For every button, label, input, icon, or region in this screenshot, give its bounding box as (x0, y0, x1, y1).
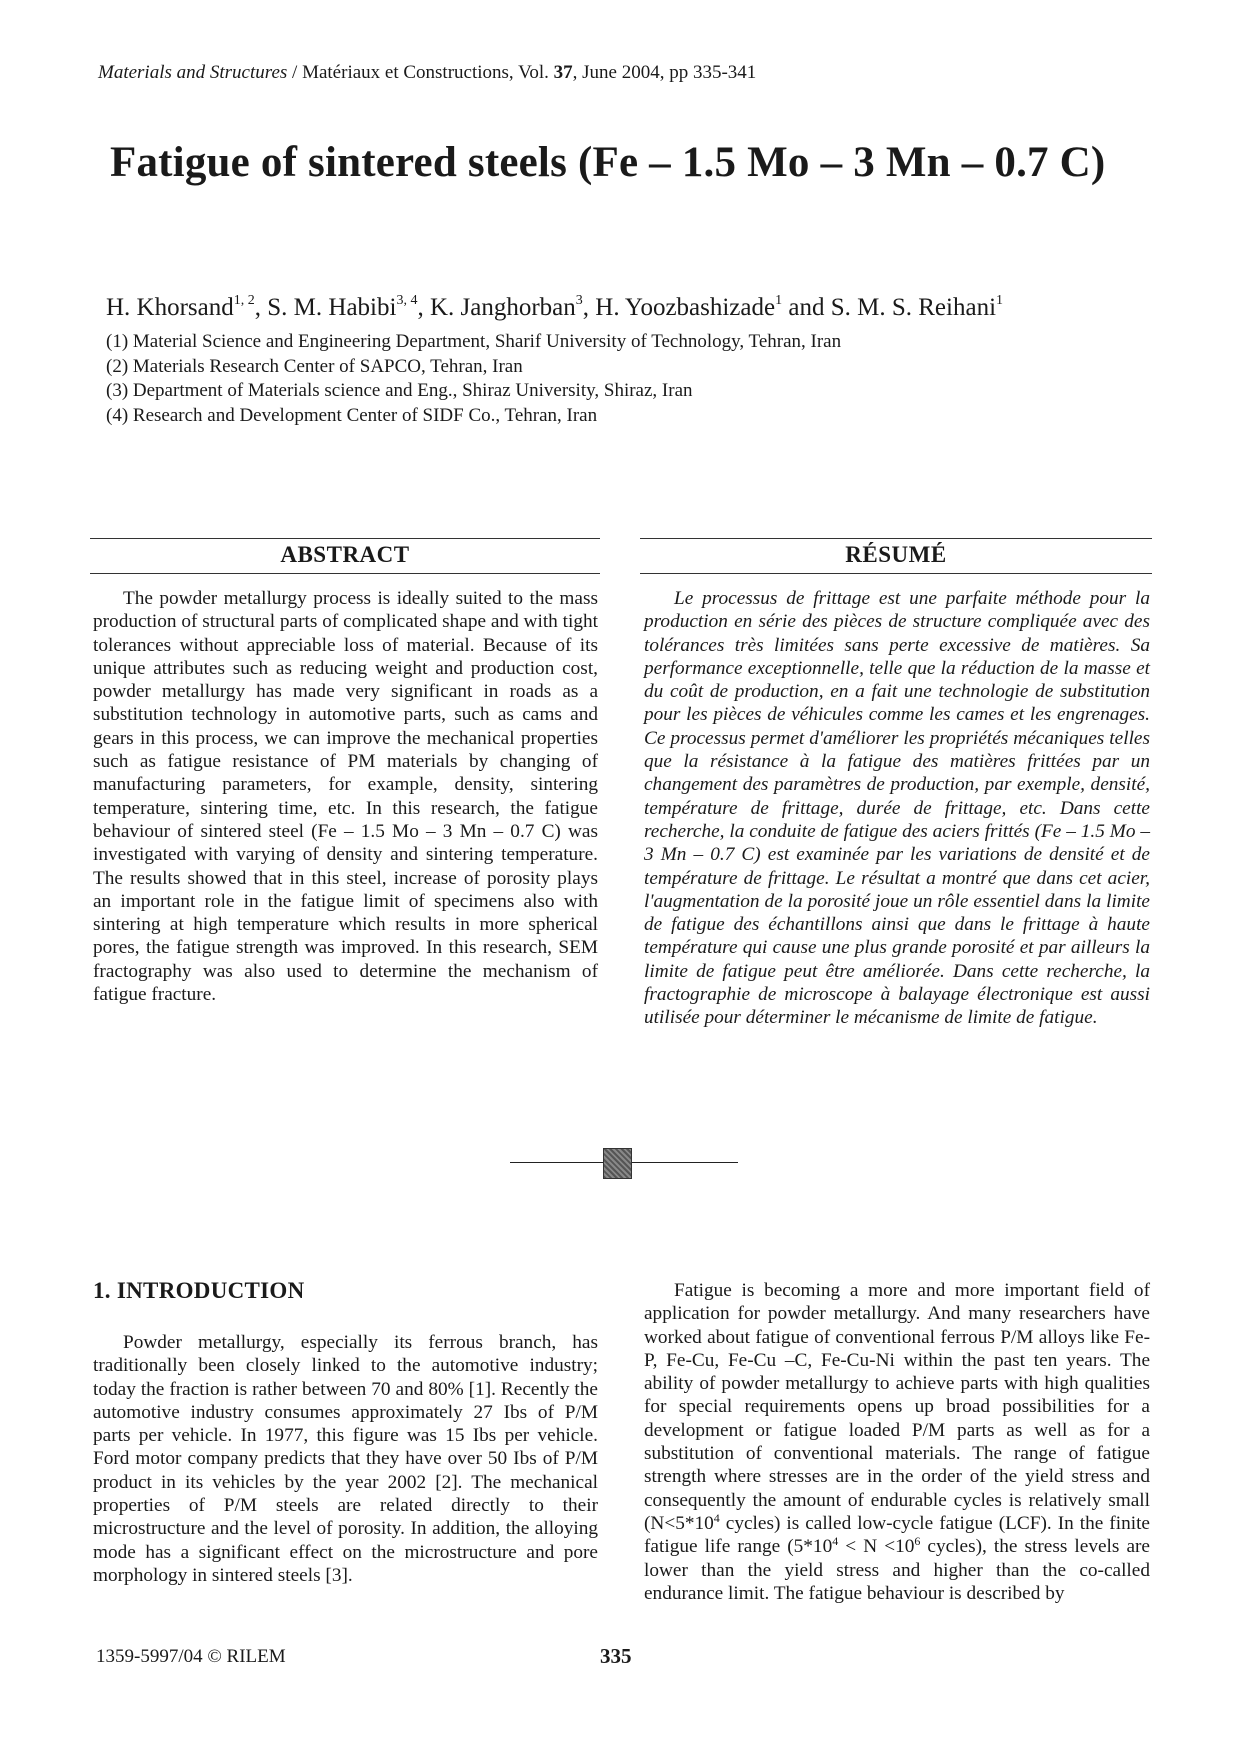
author-name: S. M. S. Reihani (830, 294, 997, 321)
intro-p2-part-c: < N <10 (838, 1536, 915, 1558)
exponent: 4 (832, 1534, 839, 1549)
author-name: H. Khorsand (106, 294, 234, 321)
author-name: S. M. Habibi (267, 294, 397, 321)
author-sep: , (582, 294, 596, 321)
abstract-text: The powder metallurgy process is ideally suited to the mass production of structural parts of complicated shape and with tight tolerances without appreciable loss of material. Because of its unique attributes such as reducing weight and production cost, powder metallurgy has made very significant in roads as a substitution technology in automotive parts, such as cams and gears in this process, we can improve the mechanical properties such as fatigue resistance of PM materials by changing of manufacturing parameters, for example, density, sintering temperature, sintering time, etc. In this research, the fatigue behaviour of sintered steel (Fe – 1.5 Mo – 3 Mn – 0.7 C) was investigated with varying of density and sintering temperature. The results showed that in this steel, increase of porosity plays an important role in the fatigue limit of specimens also with sintering at high temperature which results in more spherical pores, the fatigue strength was improved. In this research, SEM fractography was also used to determine the mechanism of fatigue fracture. (93, 588, 598, 1006)
paper-title: Fatigue of sintered steels (Fe – 1.5 Mo – 3 Mn – 0.7 C) (110, 139, 1106, 186)
author-affil-sup: 3 (575, 293, 583, 308)
introduction-right-column (644, 1279, 1150, 1605)
author-affil-sup: 3, 4 (396, 293, 418, 308)
resume-body (644, 587, 1150, 1030)
section-divider-ornament (603, 1148, 632, 1179)
intro-p2-part-b: cycles) is called low-cycle fatigue (LCF). In the finite fatigue life range (5*10 (644, 1512, 1150, 1558)
author-sep: , (417, 294, 430, 321)
resume-heading: RÉSUMÉ (845, 542, 947, 567)
abstract-rule-bottom (90, 573, 600, 574)
introduction-paragraph: Powder metallurgy, especially its ferrous branch, has traditionally been closely linked to the automotive industry; today the fraction is rather between 70 and 80% [1]. Recently the automotive industry consumes approximately 27 Ibs of P/M parts per vehicle. In 1977, this figure was 15 Ibs per vehicle. Ford motor company predicts that they have over 50 Ibs of P/M product in its vehicles by the year 2002 [2]. The mechanical properties of P/M steels are related directly to their microstructure and the level of porosity. In addition, the alloying mode has a significant effect on the microstructure and pore morphology in sintered steels [3]. (93, 1332, 598, 1586)
exponent: 6 (914, 1534, 921, 1549)
introduction-left-column (93, 1331, 598, 1587)
resume-text: Le processus de frittage est une parfaite méthode pour la production en série des pièces de structure compliquée avec des tolérances très limitées sans perte excessive de matières. Sa performance exceptionnelle, telle que la réduction de la masse et du coût de production, en a fait une technologie de substitution pour les pièces de véhicules comme les cames et les engrenages. Ce processus permet d'améliorer les propriétés mécaniques telles que la résistance à la fatigue des matières frittées par un changement des paramètres de production, par exemple, densité, température de frittage, durée de frittage, etc. Dans cette recherche, la conduite de fatigue des aciers frittés (Fe – 1.5 Mo – 3 Mn – 0.7 C) est examinée par les variations de densité et de température de frittage. Le résultat a montré que dans cet acier, l'augmentation de la porosité joue un rôle essentiel dans la limite de fatigue des échantillons ainsi que dans le frittage à haute température qui cause une plus grande porosité et par ailleurs la limite de fatigue peut être améliorée. Dans cette recherche, la fractographie de microscope à balayage électronique est aussi utilisée pour déterminer le mécanisme de limite de fatigue. (644, 588, 1150, 1029)
introduction-heading: 1. INTRODUCTION (93, 1278, 305, 1303)
journal-name: Materials and Structures (98, 62, 288, 83)
author-affil-sup: 1, 2 (233, 293, 255, 308)
affiliation-item: (4) Research and Development Center of SIDF Co., Tehran, Iran (106, 404, 598, 426)
author-name: K. Janghorban (429, 294, 576, 321)
intro-p2-part-a: Fatigue is becoming a more and more important field of application for powder metallurgy. And many researchers have worked about fatigue of conventional ferrous P/M alloys like Fe-P, Fe-Cu, Fe-Cu –C, Fe-Cu-Ni within the past ten years. The ability of powder metallurgy to achieve parts with high qualities for special requirements opens up broad possibilities for a development or fatigue loaded P/M parts as well as for a substitution of conventional materials. The range of fatigue strength where stresses are in the order of the yield stress and consequently the amount of endurable cycles is relatively small (N<5*10 (644, 1280, 1150, 1534)
introduction-paragraph-2 (644, 1279, 1150, 1605)
affiliation-item: (3) Department of Materials science and Eng., Shiraz University, Shiraz, Iran (106, 380, 693, 401)
journal-issue: , June 2004, pp 335-341 (572, 62, 757, 83)
author-list (106, 294, 1003, 322)
affiliation-list (106, 330, 841, 428)
abstract-body (93, 587, 598, 1006)
abstract-heading: ABSTRACT (280, 542, 410, 567)
author-sep: , (254, 294, 268, 321)
journal-subtitle: / Matériaux et Constructions, Vol. (287, 62, 554, 83)
abstract-rule-top (90, 538, 600, 539)
resume-rule-top (640, 538, 1152, 539)
affiliation-item: (1) Material Science and Engineering Department, Sharif University of Technology, Tehran, Iran (106, 331, 842, 352)
author-affil-sup: 1 (775, 293, 783, 308)
footer-issn: 1359-5997/04 © RILEM (96, 1646, 286, 1667)
journal-header (98, 62, 756, 84)
page-number: 335 (600, 1644, 632, 1668)
author-affil-sup: 1 (996, 293, 1004, 308)
journal-volume: 37 (553, 62, 573, 83)
author-sep: and (782, 294, 831, 321)
affiliation-item: (2) Materials Research Center of SAPCO, Tehran, Iran (106, 355, 523, 377)
resume-rule-bottom (640, 573, 1152, 574)
exponent: 4 (713, 1510, 720, 1525)
author-name: H. Yoozbashizade (595, 294, 776, 321)
intro-p2-part-d: cycles), the stress levels are lower than the yield stress and higher than the co-called endurance limit. The fatigue behaviour is described by (644, 1536, 1150, 1604)
